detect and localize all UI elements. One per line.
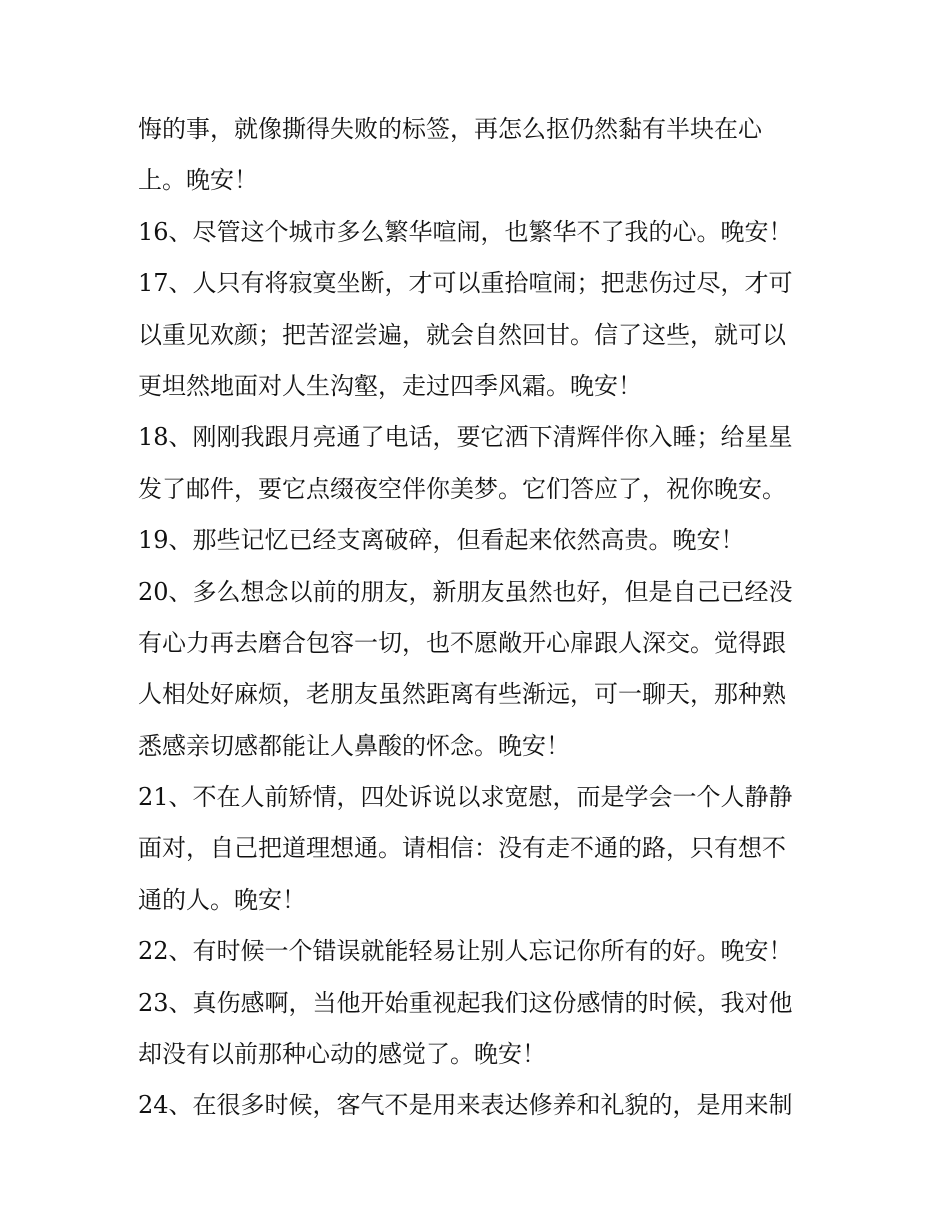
text-line: 以重见欢颜；把苦涩尝遍，就会自然回甘。信了这些，就可以 bbox=[138, 320, 786, 349]
text-line: 16、尽管这个城市多么繁华喧闹，也繁华不了我的心。晚安！ bbox=[138, 217, 793, 246]
document-text-block bbox=[138, 104, 828, 1132]
text-line: 发了邮件，要它点缀夜空伴你美梦。它们答应了，祝你晚安。 bbox=[138, 474, 786, 503]
text-line: 通的人。晚安！ bbox=[138, 885, 306, 914]
text-line: 20、多么想念以前的朋友，新朋友虽然也好，但是自己已经没 bbox=[138, 577, 793, 606]
text-line: 有心力再去磨合包容一切，也不愿敞开心扉跟人深交。觉得跟 bbox=[138, 628, 786, 657]
text-line: 19、那些记忆已经支离破碎，但看起来依然高贵。晚安！ bbox=[138, 526, 745, 555]
text-line: 22、有时候一个错误就能轻易让别人忘记你所有的好。晚安！ bbox=[138, 937, 793, 966]
text-line: 17、人只有将寂寞坐断，才可以重拾喧闹；把悲伤过尽，才可 bbox=[138, 269, 793, 298]
text-line: 却没有以前那种心动的感觉了。晚安！ bbox=[138, 1040, 546, 1069]
text-line: 人相处好麻烦，老朋友虽然距离有些渐远，可一聊天，那种熟 bbox=[138, 680, 786, 709]
text-line: 21、不在人前矫情，四处诉说以求宽慰，而是学会一个人静静 bbox=[138, 783, 793, 812]
text-line: 悔的事，就像撕得失败的标签，再怎么抠仍然黏有半块在心 bbox=[138, 115, 762, 143]
text-line: 23、真伤感啊，当他开始重视起我们这份感情的时候，我对他 bbox=[138, 988, 793, 1017]
text-line: 更坦然地面对人生沟壑，走过四季风霜。晚安！ bbox=[138, 371, 642, 400]
text-line: 面对，自己把道理想通。请相信：没有走不通的路，只有想不 bbox=[138, 834, 786, 863]
text-line: 24、在很多时候，客气不是用来表达修养和礼貌的，是用来制 bbox=[138, 1091, 793, 1120]
text-line: 上。晚安！ bbox=[138, 166, 258, 195]
text-line: 悉感亲切感都能让人鼻酸的怀念。晚安！ bbox=[138, 731, 570, 760]
text-line: 18、刚刚我跟月亮通了电话，要它洒下清辉伴你入睡；给星星 bbox=[138, 423, 793, 452]
